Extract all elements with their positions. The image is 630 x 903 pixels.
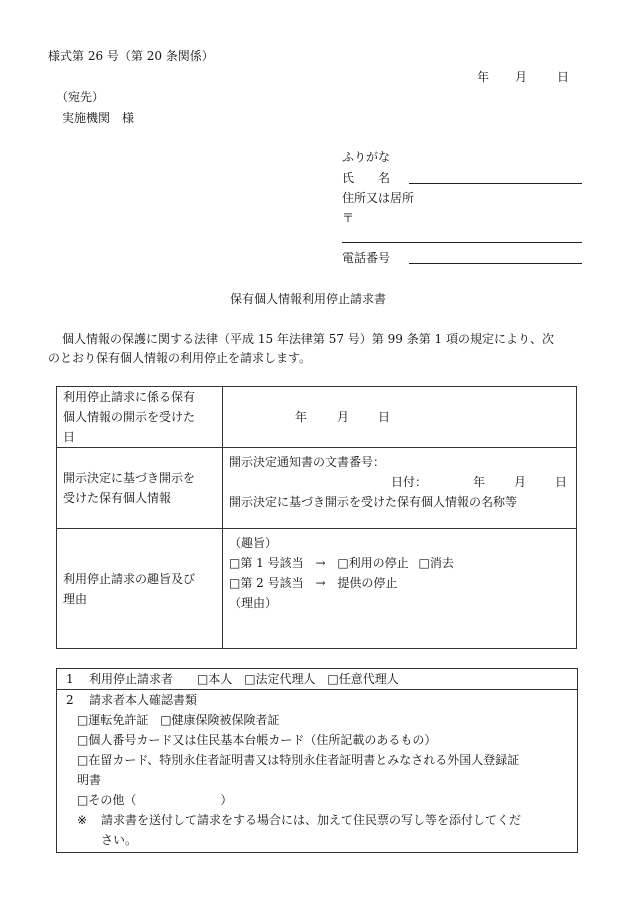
date-day-label: 日 [557, 70, 570, 84]
stop-provision-label: 提供の停止 [337, 576, 398, 590]
disclosure-date-label: 利用停止請求に係る保有 個人情報の開示を受けた 日 [57, 387, 223, 448]
reason-label: （理由） [229, 596, 278, 610]
form-number: 様式第 26 号（第 20 条関係） [48, 49, 214, 63]
doc-other-checkbox[interactable] [77, 793, 88, 807]
arrow-icon: → [315, 556, 326, 570]
item2-checkbox[interactable] [229, 576, 240, 590]
requester-row: 1 利用停止請求者 □ 本人 □ 法定代理人 □ 任意代理人 [57, 669, 577, 690]
requester-box: 1 利用停止請求者 □ 本人 □ 法定代理人 □ 任意代理人 2 請求者本人確認書類 □ 運転免許証 □ 健康保険被保険者証 □ 個人番号カード又は住民基本台帳カード（住所記載のあるもの） □ 在留カード、特別永住者証明書又は特別永住者証明書とみなされる外国人登録証 明書 □ その他（ ） ※ 請求書を送付して請求をする場合には、加えて住民票の写し等を添付してくだ さい。 [56, 668, 578, 853]
date-month-label: 月 [515, 70, 528, 84]
erase-checkbox[interactable] [419, 556, 430, 570]
requester-legal-rep-checkbox[interactable] [244, 672, 255, 686]
disclosure-date-field[interactable]: 年 月 日 [223, 387, 577, 448]
item1-checkbox[interactable] [229, 556, 240, 570]
note-mark: ※ [77, 813, 88, 827]
phone-label: 電話番号 [342, 251, 391, 265]
addressee: 実施機関 様 [62, 111, 135, 125]
notice-date-label: 日付： [391, 475, 428, 489]
stop-use-checkbox[interactable] [337, 556, 348, 570]
disclosed-info-field[interactable]: 開示決定通知書の文書番号： 日付： 年 月 日 開示決定に基づき開示を受けた保有個人情報の名称等 [223, 448, 577, 529]
doc-license-checkbox[interactable] [77, 713, 88, 727]
date-year-label: 年 [477, 70, 490, 84]
arrow-icon: → [315, 576, 326, 590]
table-row [57, 529, 577, 649]
purpose-reason-label: 利用停止請求の趣旨及び 理由 [57, 529, 223, 649]
purpose-reason-field[interactable]: （趣旨） □ 第 1 号該当 → □ 利用の停止 □ 消去 □ 第 2 号該当 → 提供の停止 （理由） [223, 529, 577, 649]
doc-residence-card-checkbox[interactable] [77, 753, 88, 767]
doc-mynumber-checkbox[interactable] [77, 733, 88, 747]
postal-mark: 〒 [342, 211, 355, 225]
furigana-label: ふりがな [342, 150, 391, 164]
address-field[interactable] [342, 242, 582, 243]
purpose-label: （趣旨） [229, 536, 278, 550]
intro-line-2: のとおり保有個人情報の利用停止を請求します。 [48, 351, 312, 365]
disclosed-info-name-label: 開示決定に基づき開示を受けた保有個人情報の名称等 [229, 495, 518, 509]
requester-voluntary-rep-checkbox[interactable] [327, 672, 338, 686]
phone-field[interactable] [409, 263, 582, 264]
intro-line-1: 個人情報の保護に関する法律（平成 15 年法律第 57 号）第 99 条第 1 項の規定により、次 [62, 332, 554, 346]
page-title: 保有個人情報利用停止請求書 [230, 292, 387, 306]
request-table [56, 386, 577, 649]
doc-insurance-checkbox[interactable] [160, 713, 171, 727]
table-row [57, 387, 577, 448]
requester-heading: 利用停止請求者 [89, 672, 174, 686]
note-line-2: さい。 [101, 833, 138, 847]
doc-number-label: 開示決定通知書の文書番号： [229, 455, 386, 469]
name-label: 氏 名 [342, 171, 391, 185]
name-field[interactable] [409, 183, 582, 184]
table-row [57, 448, 577, 529]
address-label: 住所又は居所 [342, 191, 415, 205]
addressee-label: （宛先） [56, 90, 105, 104]
disclosed-info-label: 開示決定に基づき開示を 受けた保有個人情報 [57, 448, 223, 529]
documents-heading: 請求者本人確認書類 [89, 693, 198, 707]
requester-self-checkbox[interactable] [197, 672, 208, 686]
note-line-1: 請求書を送付して請求をする場合には、加えて住民票の写し等を添付してくだ [101, 813, 522, 827]
